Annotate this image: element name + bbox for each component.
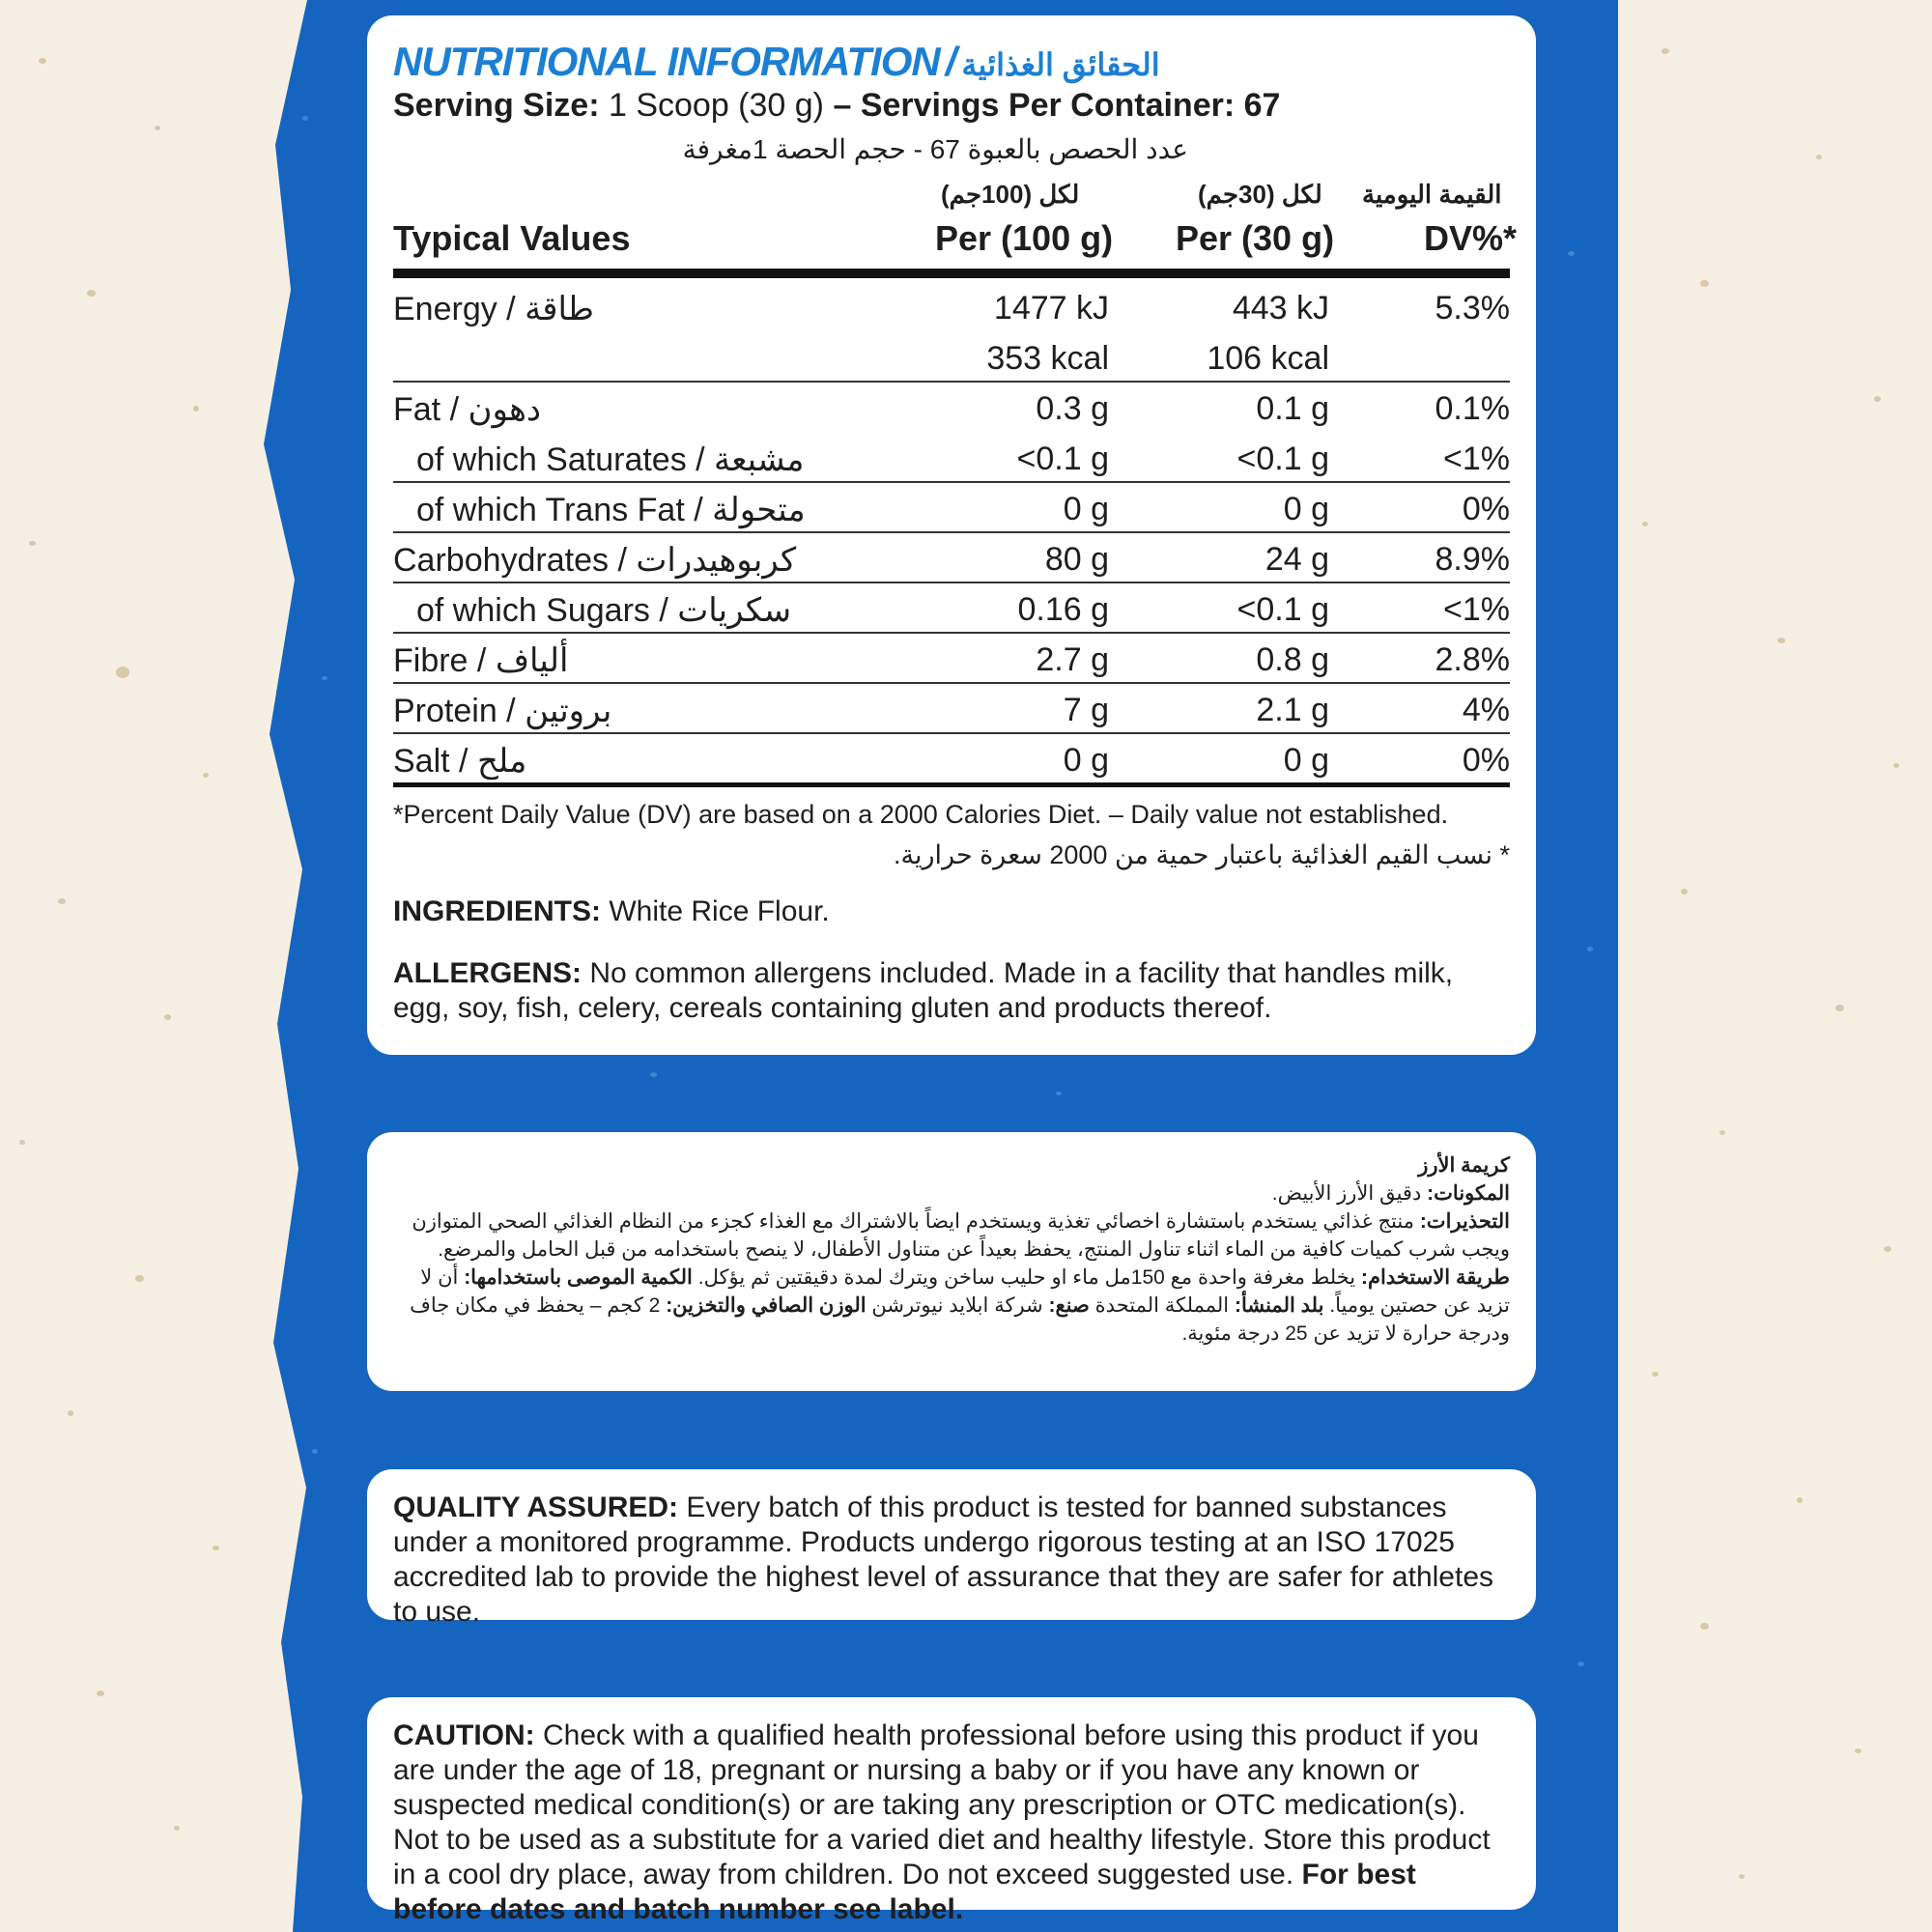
allergens-label: ALLERGENS: xyxy=(393,957,582,989)
row-per100: 353 kcal xyxy=(986,340,1109,377)
dv-footnote-ar: * نسب القيم الغذائية باعتبار حمية من 2000 سعرة حرارية. xyxy=(894,840,1510,869)
nutrition-panel xyxy=(367,15,1536,1055)
row-per30: <0.1 g xyxy=(1236,591,1329,628)
arabic-info-text xyxy=(393,1151,1510,1348)
row-per30: 0.8 g xyxy=(1256,641,1329,678)
serving-dash: – xyxy=(833,87,852,124)
header-per30: Per (30 g) xyxy=(1176,218,1335,258)
row-per30: 24 g xyxy=(1264,541,1329,578)
row-per30: <0.1 g xyxy=(1236,440,1329,477)
row-per30: 106 kcal xyxy=(1207,340,1329,377)
row-per30: 0 g xyxy=(1283,742,1329,779)
row-dv: 2.8% xyxy=(1435,641,1510,678)
row-per30: 0 g xyxy=(1283,491,1329,527)
header-per100: Per (100 g) xyxy=(935,218,1114,258)
arabic-warnings-label: التحذيرات: xyxy=(1419,1210,1510,1233)
row-dv: 0% xyxy=(1462,491,1510,527)
table-row-salt xyxy=(393,734,1510,787)
quality-label: QUALITY ASSURED: xyxy=(393,1492,679,1523)
arabic-usage-text: يخلط مغرفة واحدة مع 150مل ماء او حليب ساخن ويترك لمدة دقيقتين ثم يؤكل. xyxy=(697,1266,1356,1289)
arabic-origin-text: المملكة المتحدة xyxy=(1094,1294,1230,1317)
caution-text xyxy=(393,1719,1510,1927)
row-per100: 7 g xyxy=(1063,692,1109,728)
table-row-protein xyxy=(393,684,1510,734)
caution-label: CAUTION: xyxy=(393,1719,535,1751)
servings-label: Servings Per Container: xyxy=(860,87,1236,124)
quality-assured-text xyxy=(393,1491,1510,1630)
row-name: Protein / بروتين xyxy=(393,693,612,729)
quality-body: Every batch of this product is tested for banned substances under a monitored programme. Products undergo rigorous testing at an ISO 17025 accredited lab to provide the highest level of assurance that they are safer for athletes to use. xyxy=(393,1492,1494,1628)
header-typical-values: Typical Values xyxy=(393,218,631,258)
ingredients xyxy=(393,895,1510,929)
table-row-fat xyxy=(393,383,1510,433)
row-dv: <1% xyxy=(1443,440,1510,477)
serving-info xyxy=(393,87,1280,125)
row-name: Fat / دهون xyxy=(393,391,542,428)
caution-body: Check with a qualified health professional before using this product if you are under the age of 18, pregnant or nursing a baby or if you have any known or suspected medical condition(s) or are taking any prescription or OTC medication(s). Not to be used as a substitute for a varied diet and healthy lifestyle. Store this product in a cool dry place, away from children. Do not exceed suggested use. xyxy=(393,1719,1491,1890)
row-dv: 5.3% xyxy=(1435,290,1510,327)
row-per30: 2.1 g xyxy=(1256,692,1329,728)
arabic-dose-text: أن لا تزيد عن حصتين يومياً. xyxy=(420,1266,1510,1317)
row-name: Salt / ملح xyxy=(393,743,527,780)
row-name: Energy / طاقة xyxy=(393,291,594,327)
arabic-dose-label: الكمية الموصى باستخدامها: xyxy=(464,1266,693,1289)
row-per30: 0.1 g xyxy=(1256,390,1329,427)
header-dv-ar: القيمة اليومية xyxy=(1362,180,1502,209)
row-name: Fibre / ألياف xyxy=(393,642,569,679)
row-name: of which Trans Fat / متحولة xyxy=(416,492,806,528)
table-row-energy-kcal xyxy=(393,332,1510,383)
row-dv: 0% xyxy=(1462,742,1510,779)
table-row-saturates xyxy=(393,433,1510,483)
arabic-maker-label: صنع: xyxy=(1048,1294,1090,1317)
ingredients-label: INGREDIENTS: xyxy=(393,895,602,927)
table-row-sugars xyxy=(393,583,1510,634)
serving-size-value: 1 Scoop (30 g) xyxy=(608,87,824,124)
quality-assured-panel xyxy=(367,1469,1536,1628)
nutrition-title-ar: الحقائق الغذائية xyxy=(961,47,1160,82)
row-per100: 2.7 g xyxy=(1036,641,1109,678)
title-separator: / xyxy=(945,39,956,84)
row-per100: 0.3 g xyxy=(1036,390,1109,427)
servings-value: 67 xyxy=(1243,87,1281,124)
nutrition-title xyxy=(393,39,1160,85)
arabic-origin-label: بلد المنشأ: xyxy=(1234,1294,1324,1317)
row-dv: 4% xyxy=(1462,692,1510,728)
allergens-text: No common allergens included. Made in a facility that handles milk, egg, soy, fish, celery, cereals containing gluten and products thereof. xyxy=(393,957,1454,1024)
row-per100: <0.1 g xyxy=(1016,440,1109,477)
row-name: of which Saturates / مشبعة xyxy=(416,441,805,478)
arabic-weight-label: الوزن الصافي والتخزين: xyxy=(666,1294,867,1317)
row-dv: <1% xyxy=(1443,591,1510,628)
arabic-maker-text: شركة ابلايد نيوترشن xyxy=(871,1294,1043,1317)
header-per30-ar: لكل (30جم) xyxy=(1198,180,1322,209)
row-per100: 1477 kJ xyxy=(993,290,1109,327)
arabic-product-name: كريمة الأرز xyxy=(1418,1154,1510,1177)
table-row-carbohydrates xyxy=(393,533,1510,583)
row-per100: 0.16 g xyxy=(1017,591,1109,628)
header-per100-ar: لكل (100جم) xyxy=(941,180,1080,209)
row-name: of which Sugars / سكريات xyxy=(416,592,792,629)
header-dv: DV%* xyxy=(1424,218,1518,258)
row-per30: 443 kJ xyxy=(1232,290,1329,327)
ingredients-text: White Rice Flour. xyxy=(609,895,830,927)
row-per100: 0 g xyxy=(1063,491,1109,527)
allergens xyxy=(393,956,1510,1026)
arabic-ingredients-text: دقيق الأرز الأبيض. xyxy=(1271,1182,1422,1205)
header-rule xyxy=(393,269,1510,278)
nutrition-title-en: NUTRITIONAL INFORMATION xyxy=(393,39,940,84)
row-per100: 80 g xyxy=(1044,541,1109,578)
row-per100: 0 g xyxy=(1063,742,1109,779)
serving-size-label: Serving Size: xyxy=(393,87,600,124)
arabic-usage-label: طريقة الاستخدام: xyxy=(1360,1266,1510,1289)
table-row-fibre xyxy=(393,634,1510,684)
table-row-energy-kj xyxy=(393,282,1510,332)
arabic-weight-text: 2 كجم – يحفظ في مكان جاف ودرجة حرارة لا تزيد عن 25 درجة مئوية. xyxy=(410,1294,1510,1345)
table-row-trans-fat xyxy=(393,483,1510,533)
row-name: Carbohydrates / كربوهيدرات xyxy=(393,542,797,579)
arabic-warnings-text: منتج غذائي يستخدم باستشارة اخصائي تغذية ويستخدم ايضاً بالاشتراك مع الغذاء كجزء من النظام الغذائي الصحي المتوازن ويجب شرب كميات كافية من الماء اثناء تناول المنتج، يحفظ بعيداً عن متناول الأطفال، لا ينصح باستخدامه من قبل الحامل والمرضع. xyxy=(412,1210,1510,1261)
arabic-info-panel xyxy=(367,1132,1536,1391)
caution-best-before: For best before dates and batch number see label. xyxy=(393,1859,1416,1925)
arabic-ingredients-label: المكونات: xyxy=(1427,1182,1510,1205)
row-dv: 0.1% xyxy=(1435,390,1510,427)
dv-footnote-en: *Percent Daily Value (DV) are based on a 2000 Calories Diet. – Daily value not established. xyxy=(393,800,1449,829)
row-dv: 8.9% xyxy=(1435,541,1510,578)
caution-panel xyxy=(367,1697,1536,1925)
serving-info-ar: عدد الحصص بالعبوة 67 - حجم الحصة 1مغرفة xyxy=(682,134,1188,164)
